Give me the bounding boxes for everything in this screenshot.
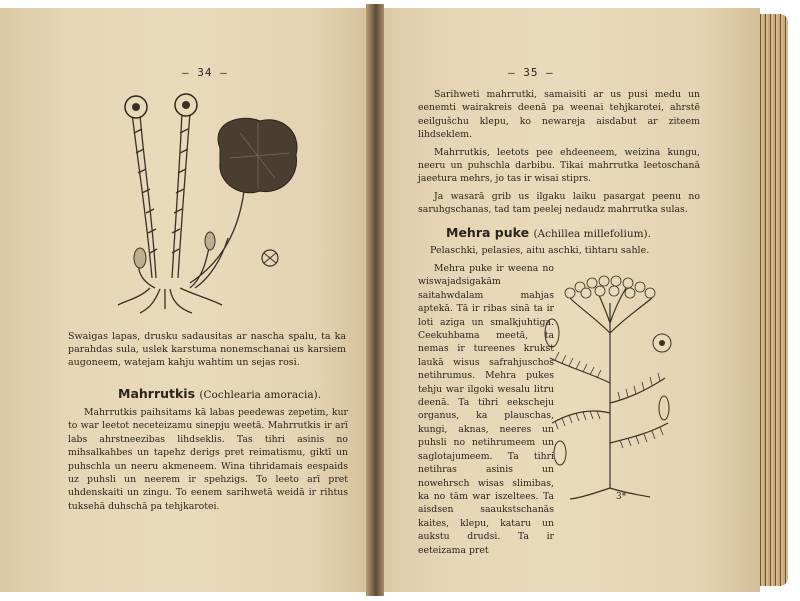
plant-folk-names: Pelaschki, pelasies, aitu aschki, tihtaru sahle.	[430, 245, 650, 256]
section-body	[418, 262, 554, 561]
page-number: — 35 —	[508, 66, 554, 79]
heading-latin-name: (Cochlearia amoracia).	[199, 389, 322, 401]
heading-title: Mahrrutkis	[118, 386, 196, 401]
section-heading	[446, 225, 651, 240]
body-paragraph: Mehra puke ir weena no wiswajadsigakām saitahwdalam mahjas aptekā. Tā ir ribas sinā ta ir loti aziga un smalkjuhtiga. Ceekuhbama meetā, ta nemas ir tureenes krukst laukā wisus safrahjuschos netihrumus. Mehra pukes tehju war ilgoki wesalu litru deenā. Ta tihri eekscheju organus, ka plauschas, kungi, aknas, neeres un puhsli no netihrumeem un saglotajumeem. Ta tihri netihras asinis un nowehrsch wisas slimibas, ka no tām war iszeltees. Ta aisdsen saaukstschanās kaites, klepu, kataru un aukstu drudsi. Ta ir eeteizama pret	[418, 263, 554, 556]
book-gutter	[366, 4, 384, 596]
page-number: — 34 —	[182, 66, 228, 79]
heading-title: Mehra puke	[446, 225, 530, 240]
heading-latin-name: (Achillea millefolium).	[533, 228, 651, 240]
left-page	[0, 8, 372, 592]
body-paragraph: Mahrrutkis paihsitams kā labas peedewas zepetim, kur to war leetot neceteizamu sinepju weetā. Mahrrutkis ir arī labs ahrstneezibas lihdseklis. Tas tihri asinis no mihsalkahbes un tapehz derigs pret reimatismu, giktī un puhschla un neeru akmeneem. Wina tihridamais eespaids uz puhsli un neerem ir spehzigs. To leeto arī pret uhdenskaiti un zingu. To eenem sarihwetā weidā ir rihtus tuksehā duhschā pa tehjkarotei.	[68, 407, 348, 512]
yarrow-illustration	[540, 273, 680, 503]
illustration-caption: Swaigas lapas, drusku sadausitas ar nascha spalu, ta ka parahdas sula, uslek karstuma nonemschanai us karsiem augoneem, watejam kahju wahtim un sejas rosi.	[68, 331, 346, 368]
section-body	[68, 406, 348, 517]
page-edges	[758, 14, 788, 586]
body-paragraph: Mahrrutkis, leetots pee ehdeeneem, weizina kungu, neeru un puhschla darbibu. Tikai mahrrutka leetoschanā jaeetura mehrs, jo tas ir wisai stiprs.	[418, 146, 700, 185]
coltsfoot-illustration	[110, 83, 310, 318]
right-page	[378, 8, 760, 592]
section-heading	[118, 386, 321, 401]
body-paragraph: Sarihweti mahrrutki, samaisiti ar us pusi medu un eenemti wairakreis deenā pa weenai tehjkarotei, ahrstē eeilgušchu klepu, ko newareja aisdabut ar ziteem lihdseklem.	[418, 89, 700, 141]
body-paragraph: Ja wasarā grib us ilgaku laiku pasargat peenu no saruhgschanas, tad tam peelej nedaudz mahrrutka sulas.	[418, 190, 700, 216]
printer-signature-mark: 3*	[616, 492, 627, 502]
continued-text	[418, 88, 700, 221]
